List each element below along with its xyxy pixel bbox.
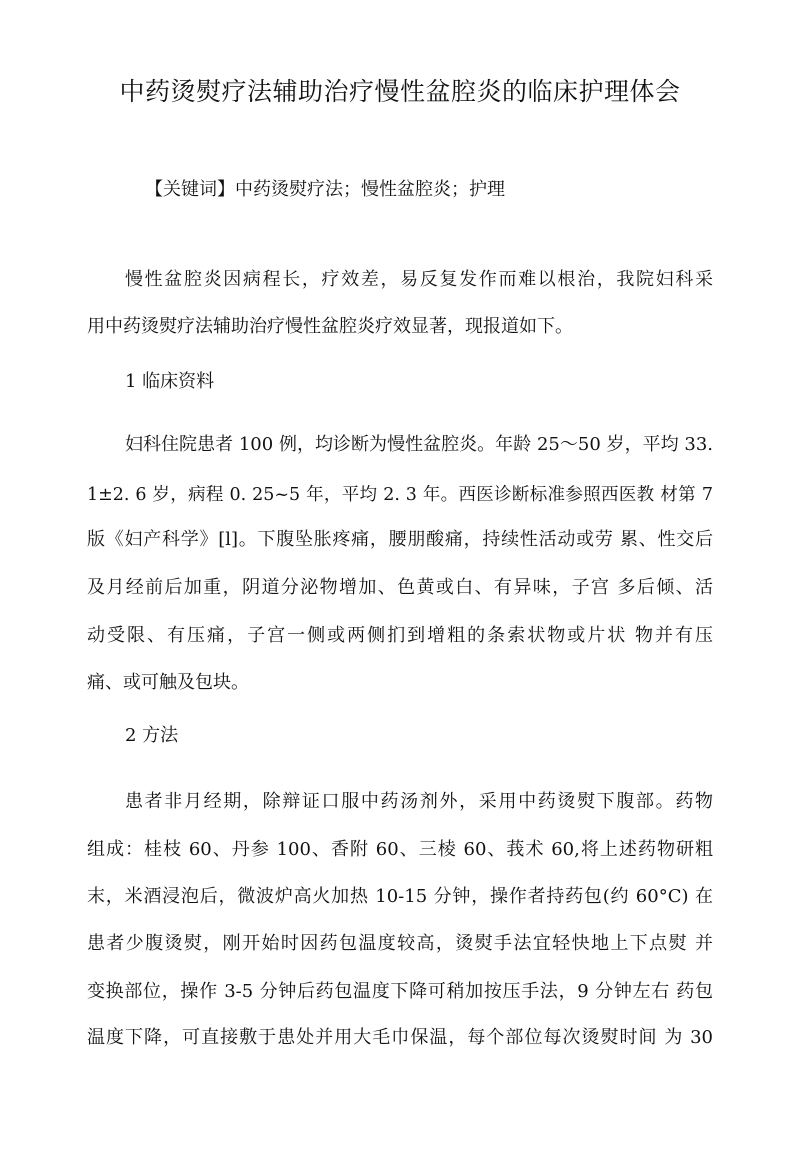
section1-line: 版《妇产科学》[l]。下腹坠胀疼痛，腰朋酸痛，持续性活动或劳 累、性交后	[87, 529, 713, 550]
section1-line: 痛、或可触及包块。	[87, 672, 249, 693]
section2-line: 末，米酒浸泡后，微波炉高火加热 10-15 分钟，操作者持药包(约 60°C) 在	[87, 886, 713, 907]
document-title: 中药烫熨疗法辅助治疗慢性盆腔炎的临床护理体会	[119, 77, 681, 106]
intro-line: 用中药烫熨疗法辅助治疗慢性盆腔炎疗效显著，现报道如下。	[87, 316, 573, 337]
section1-line: 1±2. 6 岁，病程 0. 25~5 年，平均 2. 3 年。西医诊断标准参照西医教 材第 7	[87, 485, 713, 505]
section2-line: 温度下降，可直接敷于患处并用大毛巾保温，每个部位每次烫熨时间 为 30	[87, 1027, 713, 1048]
section1-line: 动受限、有压痛，子宫一侧或两侧扪到增粗的条索状物或片状 物并有压	[87, 625, 713, 646]
keywords-line: 【关键词】中药烫熨疗法；慢性盆腔炎；护理	[145, 179, 505, 200]
section2-line: 变换部位，操作 3-5 分钟后药包温度下降可稍加按压手法，9 分钟左右 药包	[87, 981, 713, 1002]
section-heading-method: 2 方法	[125, 725, 179, 746]
section2-line: 患者非月经期，除辩证口服中药汤剂外，采用中药烫熨下腹部。药物	[125, 791, 713, 812]
section-heading-clinical-data: 1 临床资料	[125, 371, 215, 392]
intro-line: 慢性盆腔炎因病程长，疗效差，易反复发作而难以根治，我院妇科采	[125, 269, 713, 290]
section1-line: 及月经前后加重，阴道分泌物增加、色黄或白、有异味，子宫 多后倾、活	[87, 577, 713, 598]
section2-line: 患者少腹烫熨，刚开始时因药包温度较高，烫熨手法宜轻快地上下点熨 并	[87, 933, 713, 954]
section1-line: 妇科住院患者 100 例，均诊断为慢性盆腔炎。年龄 25〜50 岁，平均 33.	[125, 434, 713, 455]
section2-line: 组成：桂枝 60、丹参 100、香附 60、三棱 60、莪术 60,将上述药物研粗	[87, 839, 713, 860]
